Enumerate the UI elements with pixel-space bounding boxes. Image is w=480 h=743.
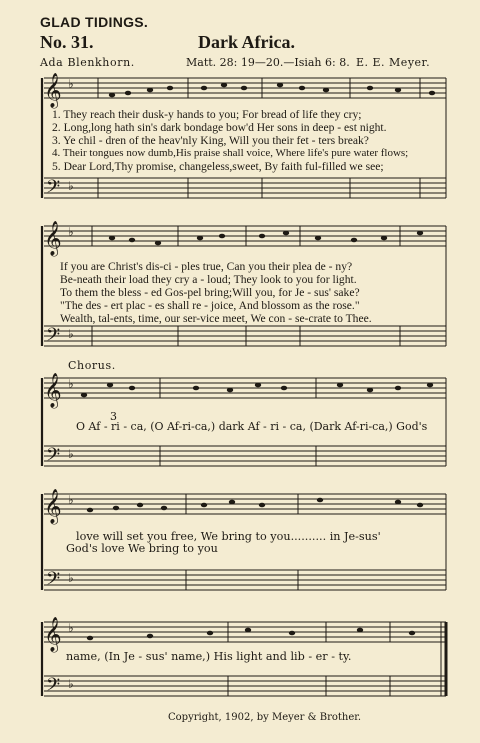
scripture-reference: Matt. 28: 19—20.—Isiah 6: 8. bbox=[186, 56, 350, 69]
verse-4-line-a: 4. Their tongues now dumb,His praise shall voice, Where life's pure water flows; bbox=[52, 147, 409, 159]
svg-text:♭: ♭ bbox=[68, 571, 74, 585]
verse-2-line-b: Be-neath their load they cry a - loud; They look to you for light. bbox=[60, 273, 357, 286]
svg-text:𝄞: 𝄞 bbox=[44, 489, 62, 524]
chorus-line-2: love will set you free, We bring to you.......... in Je-sus' bbox=[76, 530, 381, 543]
hymn-number: No. 31. bbox=[40, 32, 94, 52]
svg-text:♭: ♭ bbox=[68, 621, 74, 635]
svg-text:♭: ♭ bbox=[68, 377, 74, 391]
chorus-line-1: O Af - ri - ca, (O Af-ri-ca,) dark Af - ri - ca, (Dark Af-ri-ca,) God's bbox=[76, 420, 428, 433]
svg-text:𝄢: 𝄢 bbox=[46, 445, 61, 470]
copyright-notice: Copyright, 1902, by Meyer & Brother. bbox=[168, 712, 362, 723]
staff-system-4-bass bbox=[44, 570, 446, 590]
staff-system-3-treble bbox=[44, 378, 446, 398]
svg-text:𝄞: 𝄞 bbox=[44, 221, 62, 256]
verse-5-line-b: Wealth, tal-ents, time, our ser-vice meet, We con - se-crate to Thee. bbox=[60, 312, 372, 325]
chorus-label: Chorus. bbox=[68, 359, 116, 372]
author-credit: Ada Blenkhorn. bbox=[40, 56, 135, 69]
chorus-line-2-bass: God's love We bring to you bbox=[66, 542, 218, 555]
staff-system-2-treble bbox=[44, 226, 446, 246]
svg-text:𝄞: 𝄞 bbox=[44, 73, 62, 108]
svg-text:𝄢: 𝄢 bbox=[46, 675, 61, 700]
svg-text:♭: ♭ bbox=[68, 327, 74, 341]
chorus-line-3: name, (In Je - sus' name,) His light and lib - er - ty. bbox=[66, 650, 352, 663]
verse-4-line-b: "The des - ert plac - es shall re - joice, And blossom as the rose." bbox=[60, 299, 360, 312]
verse-1-line-b: If you are Christ's dis-ci - ples true, Can you their plea de - ny? bbox=[60, 260, 353, 273]
verse-5-line-a: 5. Dear Lord,Thy promise, changeless,sweet, By faith ful-filled we see; bbox=[52, 160, 384, 173]
verse-3-line-b: To them the bless - ed Gos-pel bring;Will you, for Je - sus' sake? bbox=[60, 286, 360, 299]
book-title: GLAD TIDINGS. bbox=[40, 14, 149, 30]
svg-text:𝄢: 𝄢 bbox=[46, 325, 61, 350]
staff-system-5-bass bbox=[44, 676, 446, 696]
svg-text:𝄢: 𝄢 bbox=[46, 177, 61, 202]
staff-system-3-bass bbox=[44, 446, 446, 466]
hymn-title: Dark Africa. bbox=[198, 32, 295, 52]
composer-credit: E. E. Meyer. bbox=[356, 56, 431, 69]
svg-text:♭: ♭ bbox=[68, 677, 74, 691]
verses-block-2 bbox=[60, 260, 452, 328]
svg-text:𝄢: 𝄢 bbox=[46, 569, 61, 594]
svg-text:♭: ♭ bbox=[68, 447, 74, 461]
verse-2-line-a: 2. Long,long hath sin's dark bondage bow'd Her sons in deep - est night. bbox=[52, 121, 387, 134]
staff-system-4-treble bbox=[44, 494, 446, 514]
svg-text:𝄞: 𝄞 bbox=[44, 373, 62, 408]
svg-text:♭: ♭ bbox=[68, 77, 74, 91]
verse-1-line-a: 1. They reach their dusk-y hands to you; For bread of life they cry; bbox=[52, 108, 362, 121]
staff-system-1-bass bbox=[44, 178, 446, 198]
svg-text:♭: ♭ bbox=[68, 179, 74, 193]
svg-text:♭: ♭ bbox=[68, 493, 74, 507]
svg-text:♭: ♭ bbox=[68, 225, 74, 239]
verses-block-1 bbox=[52, 108, 452, 176]
staff-system-5-treble bbox=[44, 622, 446, 642]
verse-3-line-a: 3. Ye chil - dren of the heav'nly King, Will you their fet - ters break? bbox=[52, 134, 369, 147]
staff-system-2-bass bbox=[44, 326, 446, 346]
chorus-figure: 3 bbox=[110, 410, 117, 423]
svg-text:𝄞: 𝄞 bbox=[44, 617, 62, 652]
